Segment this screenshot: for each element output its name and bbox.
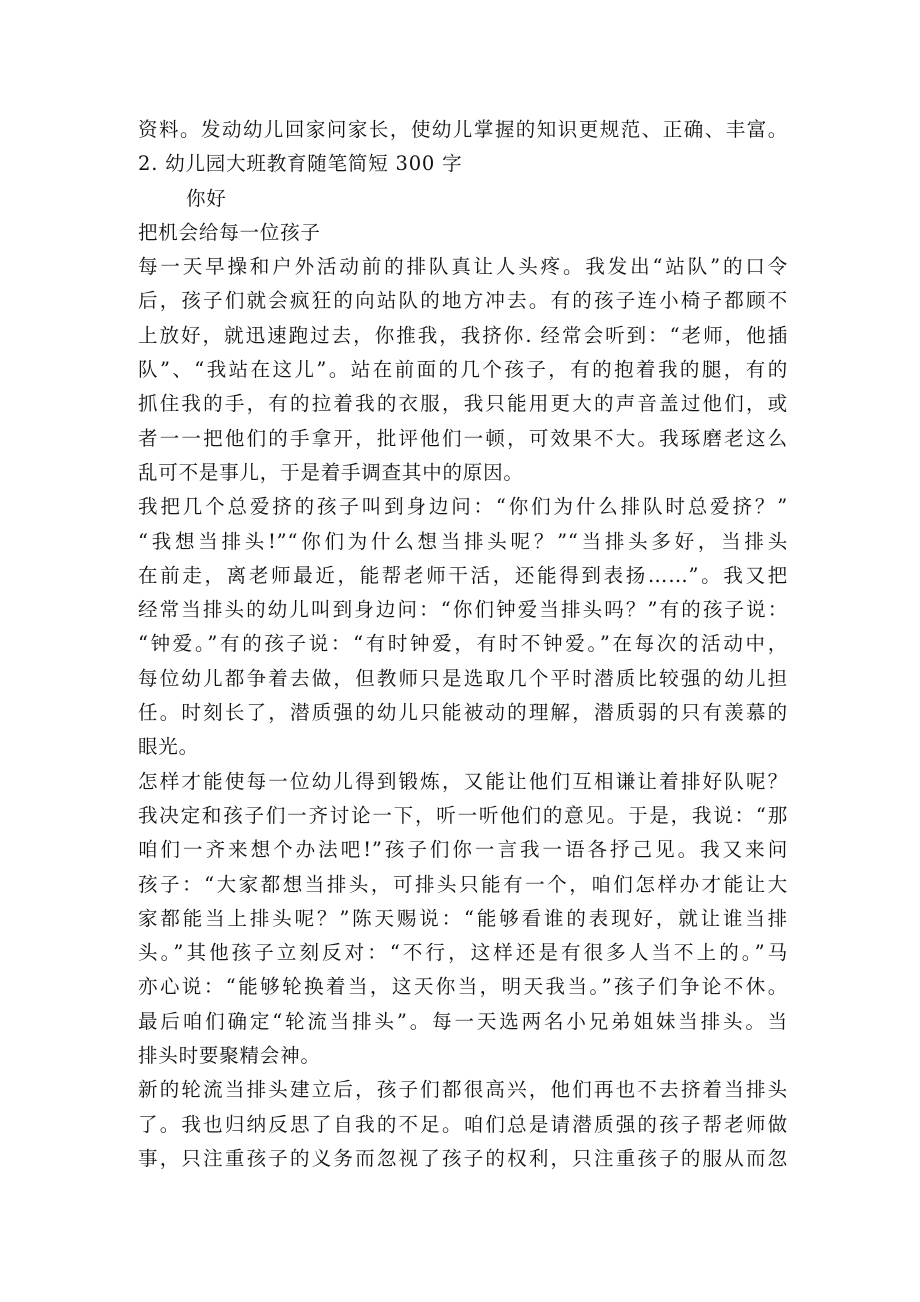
text-line: 眼光。 [138, 735, 199, 759]
text-line: 乱可不是事儿，于是着手调查其中的原因。 [138, 460, 524, 484]
text-line: 事，只注重孩子的义务而忽视了孩子的权利，只注重孩子的服从而忽 [138, 1146, 788, 1170]
text-line: 排头时要聚精会神。 [138, 1044, 321, 1068]
text-line: 怎样才能使每一位幼儿得到锻炼，又能让他们互相谦让着排好队呢？ [138, 769, 788, 793]
text-line: “钟爱。”有的孩子说：“有时钟爱，有时不钟爱。”在每次的活动中， [138, 632, 788, 656]
text-line: 了。我也归纳反思了自我的不足。咱们总是请潜质强的孩子帮老师做 [138, 1112, 788, 1136]
text-line: 最后咱们确定“轮流当排头”。每一天选两名小兄弟姐妹当排头。当 [138, 1009, 788, 1033]
text-line: 任。时刻长了，潜质强的幼儿只能被动的理解，潜质弱的只有羡慕的 [138, 701, 788, 725]
text-line: 抓住我的手，有的拉着我的衣服，我只能用更大的声音盖过他们，或 [138, 392, 788, 416]
text-line: 每一天早操和户外活动前的排队真让人头疼。我发出“站队”的口令 [138, 255, 788, 279]
text-line: 者一一把他们的手拿开，批评他们一顿，可效果不大。我琢磨老这么 [138, 426, 788, 450]
text-line: 咱们一齐来想个办法吧!”孩子们你一言我一语各抒己见。我又来问 [138, 838, 788, 862]
text-line: 新的轮流当排头建立后，孩子们都很高兴，他们再也不去挤着当排头 [138, 1078, 788, 1102]
text-line: 后，孩子们就会疯狂的向站队的地方冲去。有的孩子连小椅子都顾不 [138, 289, 788, 313]
document-body [138, 113, 788, 1176]
essay-title: 把机会给每一位孩子 [138, 220, 321, 244]
text-line: 头。”其他孩子立刻反对：“不行，这样还是有很多人当不上的。”马 [138, 941, 788, 965]
section-heading: 2. 幼儿园大班教育随笔简短 300 字 [138, 152, 463, 176]
greeting-line: 你好 [186, 186, 227, 210]
text-line: 队”、“我站在这儿”。站在前面的几个孩子，有的抱着我的腿，有的 [138, 358, 788, 382]
text-line: 家都能当上排头呢？”陈天赐说：“能够看谁的表现好，就让谁当排 [138, 906, 788, 930]
text-line: 每位幼儿都争着去做，但教师只是选取几个平时潜质比较强的幼儿担 [138, 666, 788, 690]
text-line: 我把几个总爱挤的孩子叫到身边问：“你们为什么排队时总爱挤？” [138, 495, 788, 519]
text-line: 资料。发动幼儿回家问家长，使幼儿掌握的知识更规范、正确、丰富。 [138, 118, 788, 141]
text-line: 上放好，就迅速跑过去，你推我，我挤你. 经常会听到：“老师，他插 [138, 323, 788, 347]
text-line: 亦心说：“能够轮换着当，这天你当，明天我当。”孩子们争论不休。 [138, 975, 788, 999]
text-line: 经常当排头的幼儿叫到身边问：“你们钟爱当排头吗？”有的孩子说： [138, 598, 788, 622]
text-line: 我决定和孩子们一齐讨论一下，听一听他们的意见。于是，我说：“那 [138, 803, 788, 827]
text-line: “我想当排头!”“你们为什么想当排头呢？”“当排头多好，当排头 [138, 529, 788, 553]
text-line: 在前走，离老师最近，能帮老师干活，还能得到表扬……”。我又把 [138, 563, 788, 587]
text-line: 孩子：“大家都想当排头，可排头只能有一个，咱们怎样办才能让大 [138, 872, 788, 896]
